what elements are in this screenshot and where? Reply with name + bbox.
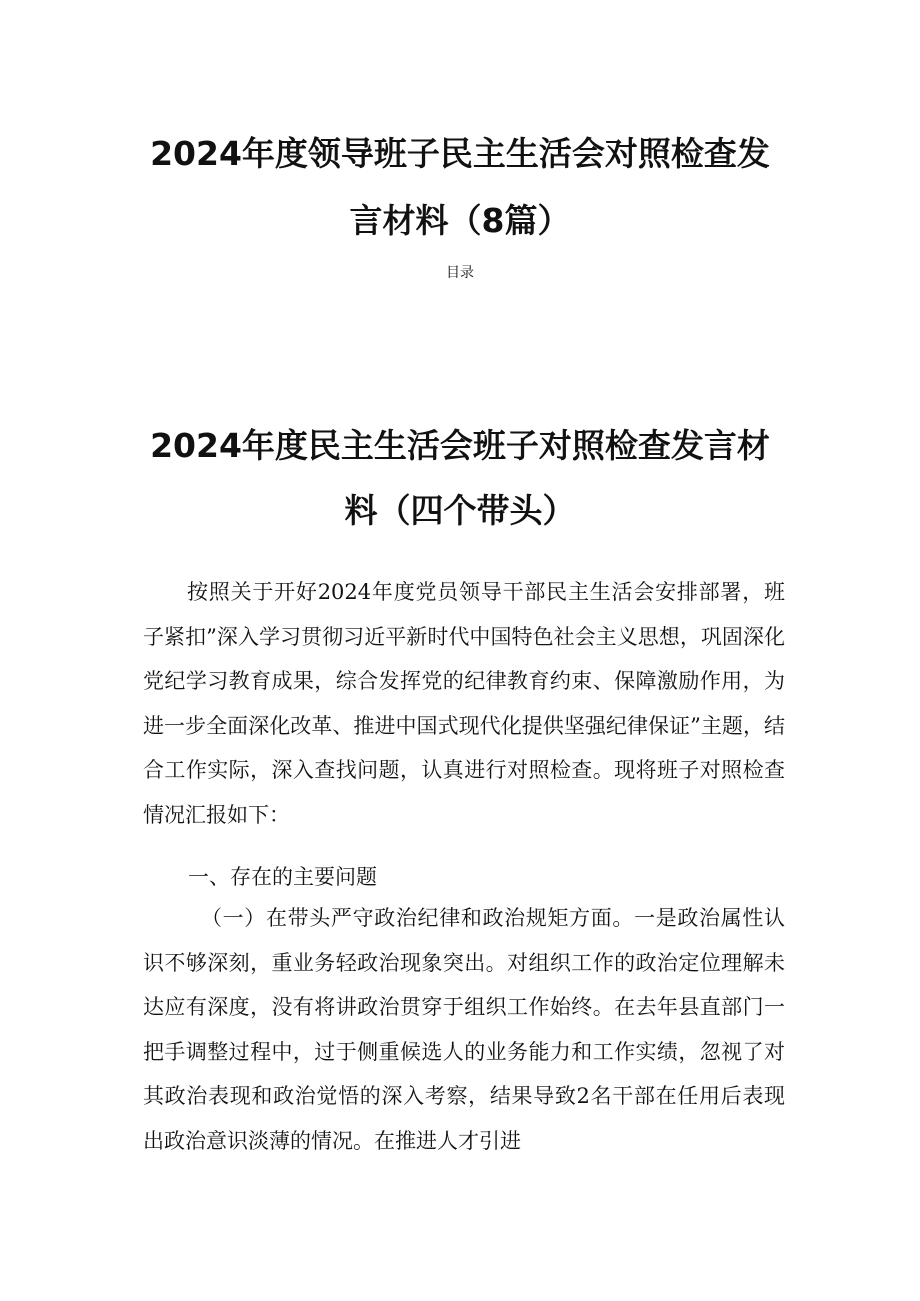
sub-title-line1: 2024年度民主生活会班子对照检查发言材: [150, 426, 770, 465]
toc-label: 目录: [446, 265, 474, 281]
section-paragraph: （一）在带头严守政治纪律和政治规矩方面。一是政治属性认识不够深刻，重业务轻政治现象突出。对组织工作的政治定位理解未达应有深度，没有将讲政治贯穿于组织工作始终。在去年县直部门一把手调整过程中，过于侧重候选人的业务能力和工作实绩，忽视了对其政治表现和政治觉悟的深入考察，结果导致2名干部在任用后表现出政治意识淡薄的情况。在推进人才引进: [143, 906, 785, 1153]
main-title-line1: 2024年度领导班子民主生活会对照检查发: [150, 134, 770, 173]
main-title-line2: 言材料（8篇）: [349, 201, 571, 240]
section-heading: 一、存在的主要问题: [188, 865, 377, 889]
sub-title-line2: 料（四个带头）: [344, 491, 576, 530]
intro-paragraph: 按照关于开好2024年度党员领导干部民主生活会安排部署，班子紧扣”深入学习贯彻习近平新时代中国特色社会主义思想，巩固深化党纪学习教育成果，综合发挥党的纪律教育约束、保障激励作用，为进一步全面深化改革、推进中国式现代化提供坚强纪律保证”主题，结合工作实际，深入查找问题，认真进行对照检查。现将班子对照检查情况汇报如下：: [143, 580, 785, 827]
